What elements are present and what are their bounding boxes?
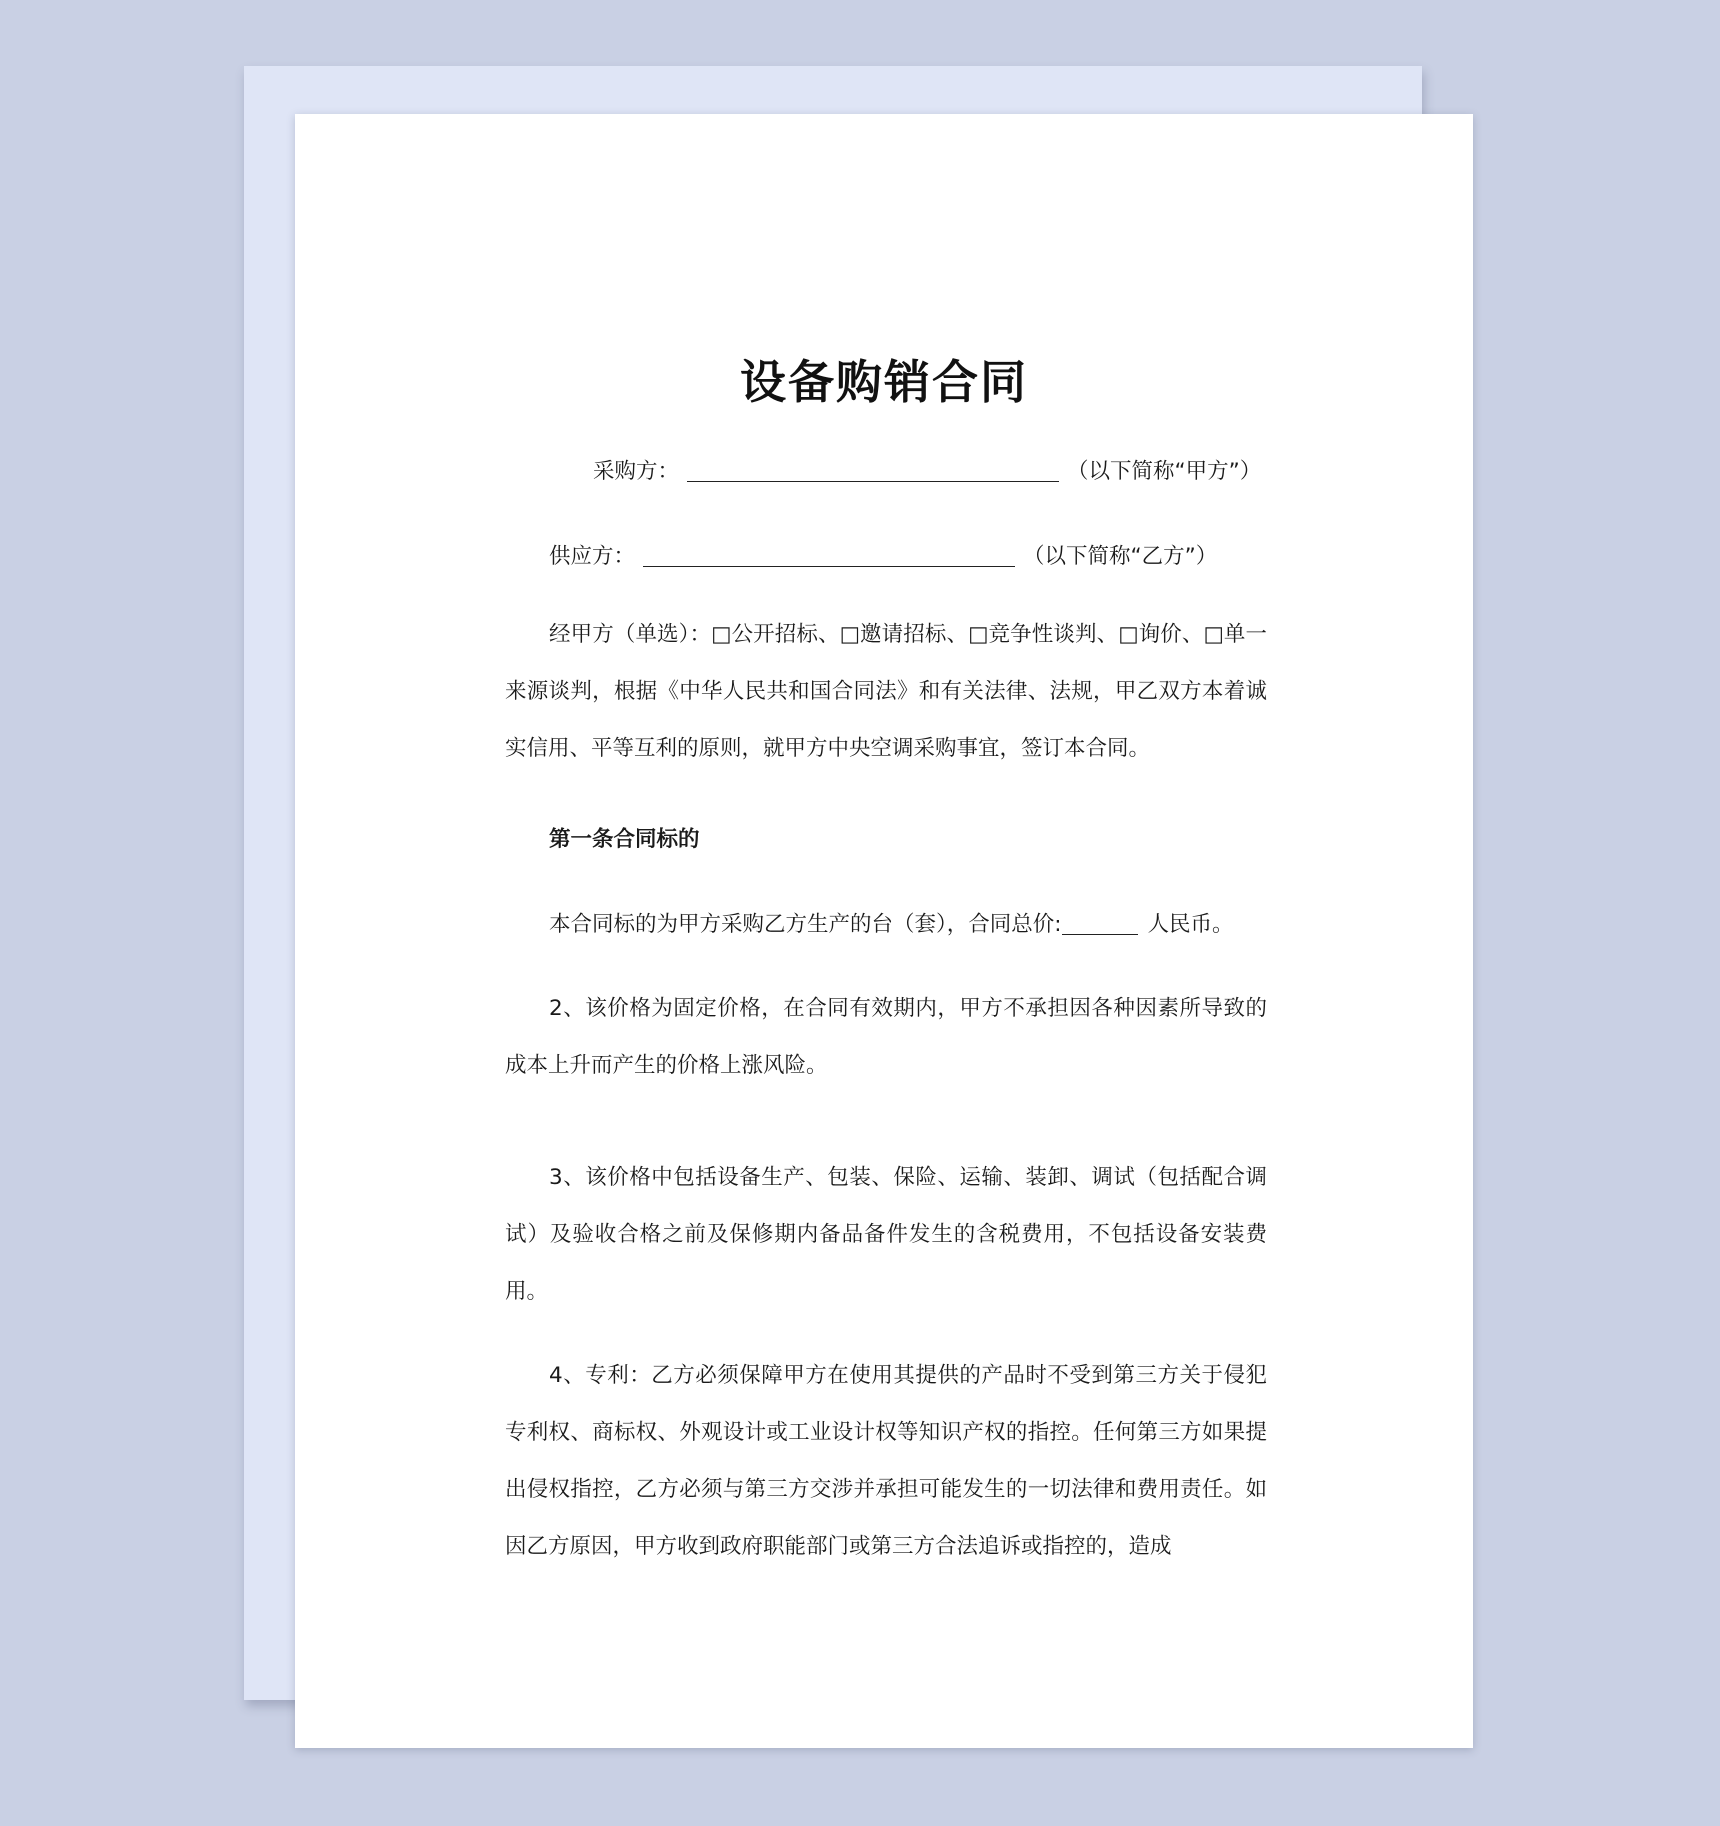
supplier-line <box>505 539 1267 570</box>
supplier-suffix: （以下简称“乙方”） <box>1023 544 1218 569</box>
clause1-suffix: 人民币。 <box>1147 912 1234 937</box>
clause1-prefix: 本合同标的为甲方采购乙方生产的台（套），合同总价: <box>549 912 1062 937</box>
buyer-label: 采购方： <box>593 459 680 484</box>
clause1-line <box>505 910 1267 940</box>
clause3-text: 3、该价格中包括设备生产、包装、保险、运输、装卸、调试（包括配合调试）及验收合格之前及保修期内备品备件发生的含税费用，不包括设备安装费用。 <box>505 1165 1267 1304</box>
clause4-paragraph <box>505 1347 1267 1575</box>
clause3-paragraph <box>505 1149 1267 1320</box>
clause2-paragraph <box>505 980 1267 1094</box>
document-page <box>295 114 1473 1748</box>
buyer-line <box>505 454 1267 485</box>
buyer-blank <box>687 459 1059 482</box>
supplier-blank <box>643 544 1015 567</box>
section1-heading-text: 第一条合同标的 <box>549 827 700 852</box>
intro-paragraph <box>505 606 1267 777</box>
clause4-text: 4、专利：乙方必须保障甲方在使用其提供的产品时不受到第三方关于侵犯专利权、商标权、外观设计或工业设计权等知识产权的指控。任何第三方如果提出侵权指控，乙方必须与第三方交涉并承担可能发生的一切法律和费用责任。如因乙方原因，甲方收到政府职能部门或第三方合法追诉或指控的，造成 <box>505 1363 1267 1559</box>
section1-heading <box>505 825 1267 855</box>
supplier-label: 供应方： <box>549 544 636 569</box>
clause2-text: 2、该价格为固定价格，在合同有效期内，甲方不承担因各种因素所导致的成本上升而产生的价格上涨风险。 <box>505 996 1267 1078</box>
intro-text: 经甲方（单选）：□公开招标、□邀请招标、□竞争性谈判、□询价、□单一来源谈判，根据《中华人民共和国合同法》和有关法律、法规，甲乙双方本着诚实信用、平等互利的原则，就甲方中央空调采购事宜，签订本合同。 <box>505 622 1267 761</box>
document-title: 设备购销合同 <box>740 355 1028 409</box>
total-price-blank <box>1062 912 1138 935</box>
buyer-suffix: （以下简称“甲方”） <box>1067 459 1262 484</box>
